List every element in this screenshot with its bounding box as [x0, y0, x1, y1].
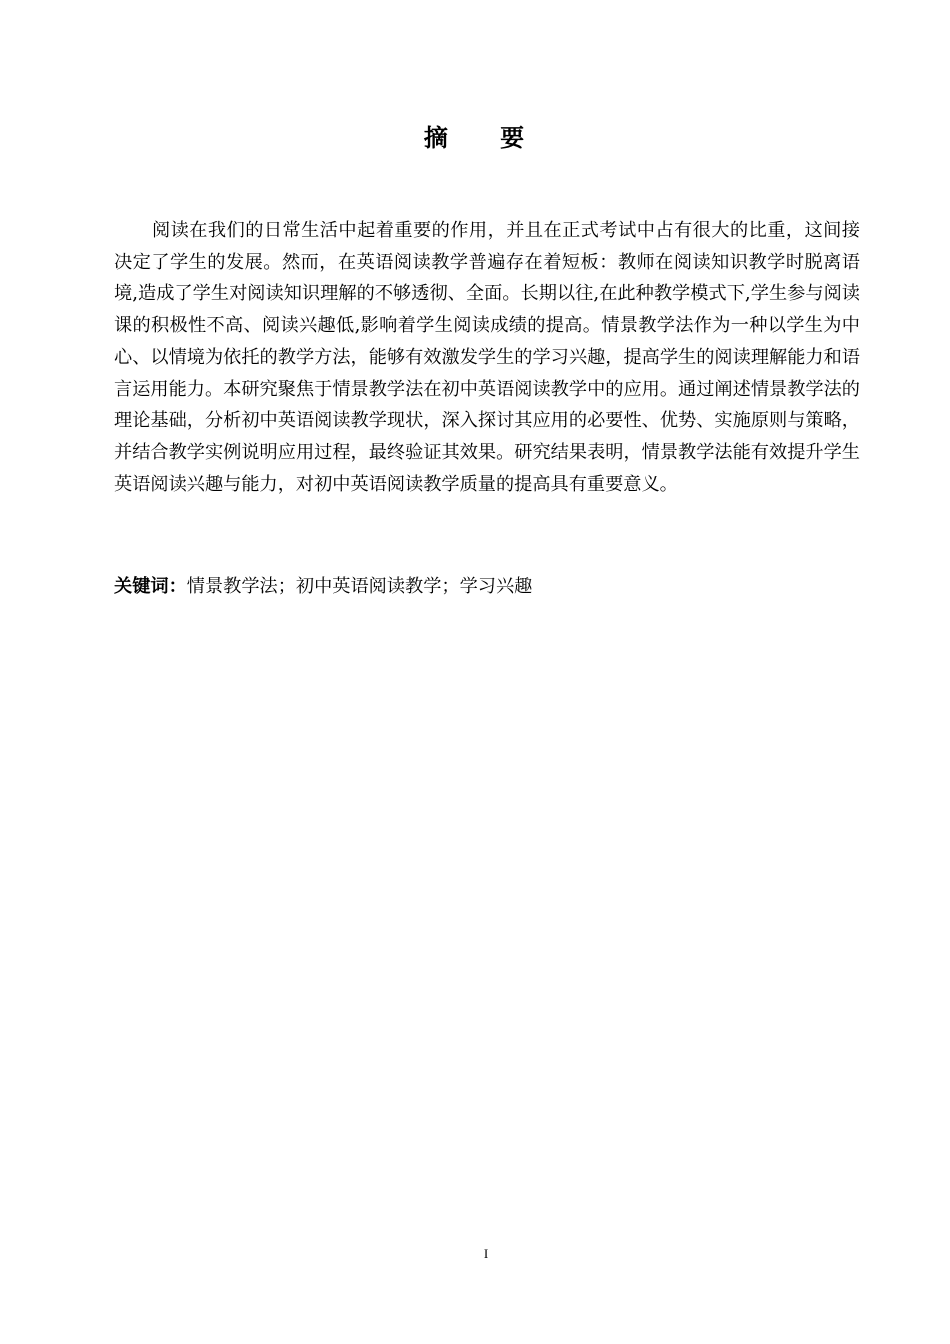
keywords-line: [114, 571, 860, 602]
page-number: I: [483, 1246, 489, 1261]
keywords-text: 情景教学法；初中英语阅读教学；学习兴趣: [186, 576, 533, 597]
abstract-paragraph: 阅读在我们的日常生活中起着重要的作用，并且在正式考试中占有很大的比重，这间接决定了学生的发展。然而，在英语阅读教学普遍存在着短板：教师在阅读知识教学时脱离语境,造成了学生对阅读知识理解的不够透彻、全面。长期以往,在此种教学模式下,学生参与阅读课的积极性不高、阅读兴趣低,影响着学生阅读成绩的提高。情景教学法作为一种以学生为中心、以情境为依托的教学方法，能够有效激发学生的学习兴趣，提高学生的阅读理解能力和语言运用能力。本研究聚焦于情景教学法在初中英语阅读教学中的应用。通过阐述情景教学法的理论基础，分析初中英语阅读教学现状，深入探讨其应用的必要性、优势、实施原则与策略，并结合教学实例说明应用过程，最终验证其效果。研究结果表明，情景教学法能有效提升学生英语阅读兴趣与能力，对初中英语阅读教学质量的提高具有重要意义。: [114, 220, 860, 495]
keywords-label: 关键词：: [114, 576, 187, 597]
page-title: 摘 要: [423, 124, 547, 152]
